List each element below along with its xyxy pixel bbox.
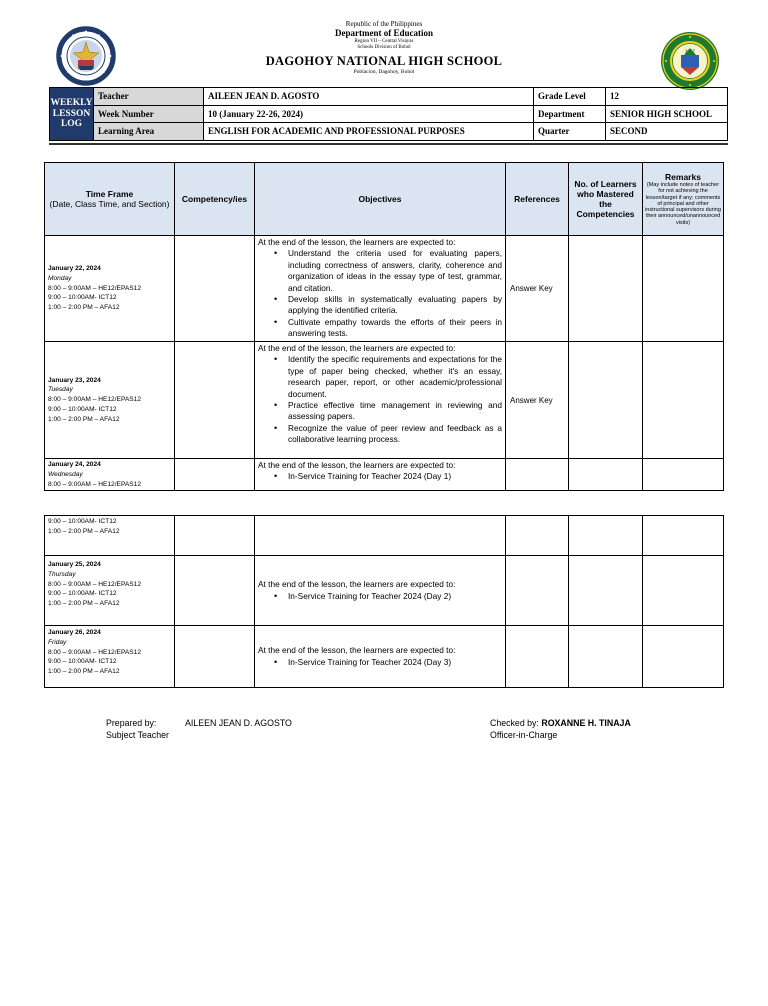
school-address: Poblacion, Dagohoy, Bohol [353, 69, 415, 75]
lesson-log-table-continued [44, 515, 724, 688]
week-number-value: 10 (January 22-26, 2024) [204, 105, 534, 123]
row-schedule: 9:00 – 10:00AM- ICT12 [48, 590, 117, 598]
row-schedule: 9:00 – 10:00AM- ICT12 [48, 658, 117, 666]
time-frame-cell [45, 236, 175, 342]
region-line: Region VII – Central Visayas [354, 39, 414, 44]
table-row [45, 556, 724, 626]
objective-item: • Develop skills in systematically evaluating papers by applying the identified criteria. [287, 294, 502, 317]
row-schedule: 8:00 – 9:00AM – HE12/EPAS12 [48, 580, 141, 588]
remarks-cell [643, 556, 724, 626]
prepared-by-role: Subject Teacher [106, 730, 169, 740]
lesson-log-table [44, 162, 724, 491]
row-day: Wednesday [48, 470, 83, 478]
row-date: January 24, 2024 [48, 461, 101, 468]
references-header: References [506, 163, 569, 236]
checked-by-label: Checked by: [490, 718, 539, 728]
checked-by-name: ROXANNE H. TINAJA [541, 718, 631, 728]
learners-cell [569, 342, 643, 459]
remarks-cell [643, 516, 724, 556]
row-schedule: 8:00 – 9:00AM – HE12/EPAS12 [48, 480, 141, 488]
learning-area-value: ENGLISH FOR ACADEMIC AND PROFESSIONAL PURPOSES [204, 123, 534, 141]
row-schedule: 8:00 – 9:00AM – HE12/EPAS12 [48, 284, 141, 292]
competency-cell [175, 459, 255, 491]
objectives-intro: At the end of the lesson, the learners are expected to: [258, 579, 456, 590]
quarter-value: SECOND [606, 123, 728, 141]
lesson-info-table [49, 87, 728, 141]
objective-item: • Understand the criteria used for evaluating papers, including correctness of answers, clarity, coherence and organization of ideas in the essay type of test, grammar, and citation. [287, 248, 502, 294]
remarks-cell [643, 342, 724, 459]
time-frame-cell [45, 626, 175, 688]
objectives-list [287, 354, 502, 445]
objectives-cell [255, 342, 506, 459]
republic-line: Republic of the Philippines [345, 20, 423, 28]
grade-level-label: Grade Level [534, 88, 606, 106]
row-day: Thursday [48, 570, 76, 578]
references-cell [506, 459, 569, 491]
objectives-list [287, 657, 502, 668]
learners-cell [569, 236, 643, 342]
learners-cell [569, 556, 643, 626]
time-frame-cell [45, 556, 175, 626]
row-day: Tuesday [48, 386, 73, 394]
references-cell [506, 556, 569, 626]
row-schedule: 1:00 – 2:00 PM – AFA12 [48, 600, 120, 608]
row-day: Friday [48, 638, 67, 646]
competency-cell [175, 342, 255, 459]
objectives-cell [255, 516, 506, 556]
learners-mastered-header: No. of Learners who Mastered the Competencies [569, 163, 643, 236]
objective-item: • Identify the specific requirements and expectations for the type of paper being checked, whether it's an essay, research paper, report, or other academic/professional document. [287, 354, 502, 400]
row-date: January 25, 2024 [48, 561, 101, 568]
learning-area-label: Learning Area [94, 123, 204, 141]
objectives-list [287, 248, 502, 339]
row-schedule: 1:00 – 2:00 PM – AFA12 [48, 304, 120, 312]
remarks-title: Remarks [665, 171, 701, 182]
table-row [45, 236, 724, 342]
references-cell: Answer Key [506, 236, 569, 342]
time-frame-cell [45, 459, 175, 491]
department-value: SENIOR HIGH SCHOOL [606, 105, 728, 123]
table-row [45, 342, 724, 459]
row-day: Monday [48, 274, 72, 282]
remarks-note: (May include notes of teacher for not achieving the lesson/target if any; comments of principal and other instructional supervisors during their announced/unannounced visits) [645, 181, 721, 226]
quarter-label: Quarter [534, 123, 606, 141]
objectives-intro: At the end of the lesson, the learners are expected to: [258, 460, 456, 470]
competency-cell [175, 626, 255, 688]
competency-cell [175, 236, 255, 342]
row-schedule: 1:00 – 2:00 PM – AFA12 [48, 415, 120, 423]
objective-item: • In-Service Training for Teacher 2024 (Day 1) [287, 471, 502, 482]
competency-header: Competency/ies [175, 163, 255, 236]
references-cell [506, 516, 569, 556]
teacher-label: Teacher [94, 88, 204, 106]
objectives-cell [255, 236, 506, 342]
objective-item: • Cultivate empathy towards the efforts of their peers in answering tests. [287, 317, 502, 340]
remarks-cell [643, 626, 724, 688]
objectives-intro: At the end of the lesson, the learners are expected to: [258, 343, 456, 353]
table-row [45, 459, 724, 491]
checked-by-block [490, 718, 631, 728]
objective-item: • Recognize the value of peer review and feedback as a collaborative learning process. [287, 423, 502, 446]
division-line: Schools Division of Bohol [357, 45, 411, 50]
row-schedule: 9:00 – 10:00AM- ICT12 [48, 294, 117, 302]
row-schedule: 8:00 – 9:00AM – HE12/EPAS12 [48, 396, 141, 404]
remarks-header [643, 163, 724, 236]
checked-by-role: Officer-in-Charge [490, 730, 558, 740]
objectives-header: Objectives [255, 163, 506, 236]
objectives-cell [255, 556, 506, 626]
teacher-value: AILEEN JEAN D. AGOSTO [204, 88, 534, 106]
department-line: Department of Education [335, 28, 433, 38]
objectives-cell [255, 459, 506, 491]
header-divider [49, 143, 728, 145]
table-row [45, 626, 724, 688]
time-frame-cell [45, 516, 175, 556]
objectives-list [287, 471, 502, 482]
competency-cell [175, 516, 255, 556]
row-schedule: 9:00 – 10:00AM- ICT12 [48, 405, 117, 413]
remarks-cell [643, 236, 724, 342]
objectives-list [287, 591, 502, 602]
learners-cell [569, 626, 643, 688]
table-row [45, 516, 724, 556]
competency-cell [175, 556, 255, 626]
prepared-by-name: AILEEN JEAN D. AGOSTO [185, 718, 292, 728]
row-schedule: 9:00 – 10:00AM- ICT12 [48, 518, 117, 525]
grade-level-value: 12 [606, 88, 728, 106]
seal-year: 1967 [684, 48, 696, 54]
objectives-cell [255, 626, 506, 688]
table-header-row [45, 163, 724, 236]
week-number-label: Week Number [94, 105, 204, 123]
row-schedule: 8:00 – 9:00AM – HE12/EPAS12 [48, 648, 141, 656]
references-cell: Answer Key [506, 342, 569, 459]
time-frame-header [45, 163, 175, 236]
time-frame-subtitle: (Date, Class Time, and Section) [49, 199, 170, 209]
remarks-cell [643, 459, 724, 491]
weekly-lesson-log-label: WEEKLY LESSON LOG [50, 88, 94, 141]
objective-item: • In-Service Training for Teacher 2024 (Day 2) [287, 591, 502, 602]
learners-cell [569, 516, 643, 556]
objectives-intro: At the end of the lesson, the learners are expected to: [258, 237, 456, 247]
school-seal-logo [660, 31, 720, 91]
references-cell [506, 626, 569, 688]
objectives-intro: At the end of the lesson, the learners are expected to: [258, 645, 456, 656]
objective-item: • In-Service Training for Teacher 2024 (Day 3) [287, 657, 502, 668]
time-frame-title: Time Frame [85, 189, 134, 199]
deped-seal-logo [56, 26, 116, 86]
row-date: January 22, 2024 [48, 265, 101, 272]
time-frame-cell [45, 342, 175, 459]
objective-item: • Practice effective time management in reviewing and assessing papers. [287, 400, 502, 423]
school-name: DAGOHOY NATIONAL HIGH SCHOOL [265, 54, 503, 68]
row-date: January 23, 2024 [48, 376, 101, 384]
department-label: Department [534, 105, 606, 123]
row-schedule: 1:00 – 2:00 PM – AFA12 [48, 527, 120, 535]
row-date: January 26, 2024 [48, 629, 101, 636]
prepared-by-label: Prepared by: [106, 718, 157, 728]
row-schedule: 1:00 – 2:00 PM – AFA12 [48, 668, 120, 676]
learners-cell [569, 459, 643, 491]
